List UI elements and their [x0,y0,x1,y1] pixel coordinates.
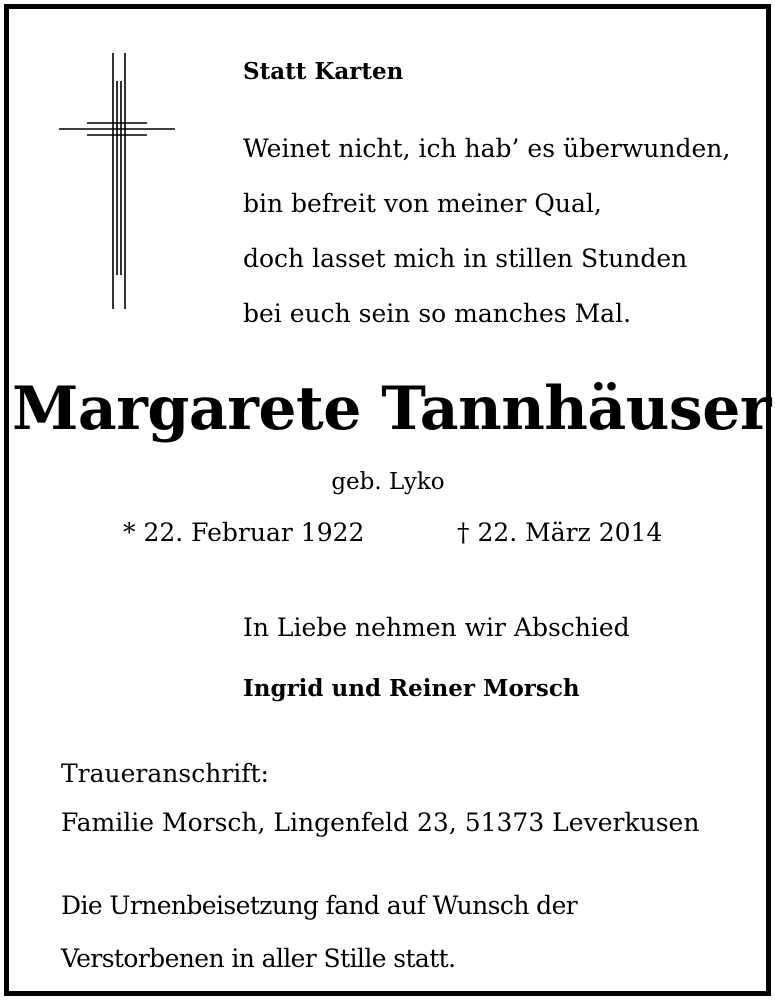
maiden-name: geb. Lyko [331,469,445,495]
cross-icon [59,53,175,309]
notice-heading: Statt Karten [243,58,404,85]
poem-line: Weinet nicht, ich hab’ es überwunden, [243,134,731,163]
poem [243,121,730,341]
poem-line: bin befreit von meiner Qual, [243,189,602,218]
mourners-names: Ingrid und Reiner Morsch [243,675,580,702]
birth-date: * 22. Februar 1922 [123,518,365,547]
notice-frame [4,4,771,996]
death-date: † 22. März 2014 [457,518,663,547]
deceased-name: Margarete Tannhäuser [11,374,771,444]
poem-line: bei euch sein so manches Mal. [243,299,632,328]
address-label: Traueranschrift: [61,759,269,788]
mourning-address: Familie Morsch, Lingenfeld 23, 51373 Leverkusen [61,808,700,837]
burial-note: Die Urnenbeisetzung fand auf Wunsch der Verstorbenen in aller Stille statt. [61,891,578,973]
poem-line: doch lasset mich in stillen Stunden [243,244,688,273]
farewell-text: In Liebe nehmen wir Abschied [243,613,630,642]
